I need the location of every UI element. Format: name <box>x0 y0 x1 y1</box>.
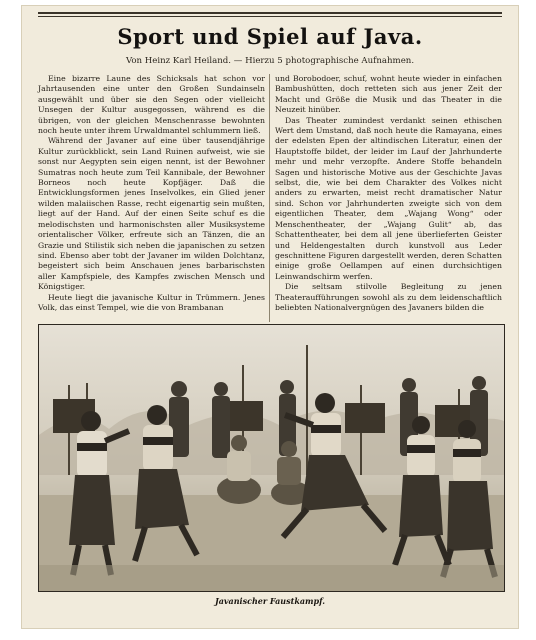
text-column-right <box>275 74 502 313</box>
article-byline: Von Heinz Karl Heiland. — Hierzu 5 photographische Aufnahmen. <box>125 56 415 66</box>
article-title: Sport und Spiel auf Java. <box>117 24 423 49</box>
paragraph: Die seltsam stilvolle Begleitung zu jenen Theateraufführungen sowohl als zu dem leidenschaftlich beliebten Nationalvergnügen des Javaners bilden die <box>275 282 502 312</box>
header-rule-thin <box>38 16 502 17</box>
photo-caption: Javanischer Faustkampf. <box>214 596 326 606</box>
paragraph: Das Theater zumindest verdankt seinen ethischen Wert dem Umstand, daß noch heute die Ramayana, eines der edelsten Epen der altindischen Literatur, einen der Hauptstoffe bildet, der leider im Lauf der Jahrhunderte mehr und mehr verzopfte. Andere Stoffe behandeln Sagen und historische Motive aus der Geschichte Javas selbst, die, wie bei dem Charakter des Volkes nicht anders zu erwarten, meist recht dramatischer Natur sind. Schon vor Jahrhunderten zweigte sich von dem eigentlichen Theater, dem „Wajang Wong“ oder Menschentheater, der „Wajang Gulit“ ab, das Schattentheater, bei dem all jene überlieferten Geister und Heldengestalten durch kunstvoll aus Leder geschnittene Figuren dargestellt werden, deren Schatten einige große Oellampen auf einen durchsichtigen Leinwandschirm werfen. <box>275 115 502 281</box>
paragraph: Eine bizarre Laune des Schicksals hat schon vor Jahrtausenden eine unter den Großen Sundainseln ausgewählt und über sie den Segen oder vielleicht Unsegen der Kultur ausgegossen, während es die übrigen, von der gleichen Menschenrasse bewohnten noch heute unter ihrem Urwaldmantel schlummern ließ. <box>38 74 265 136</box>
header-rule <box>38 12 502 14</box>
column-divider <box>269 74 270 322</box>
paragraph: Heute liegt die javanische Kultur in Trümmern. Jenes Volk, das einst Tempel, wie die von Brambanan <box>38 292 265 312</box>
magazine-page <box>22 6 518 628</box>
paragraph: und Borobodoer, schuf, wohnt heute wieder in einfachen Bambushütten, doch retteten sich aus jener Zeit der Macht und Größe die Musik und das Theater in die Neuzeit hinüber. <box>275 74 502 115</box>
text-column-left <box>38 74 265 313</box>
paragraph: Während der Javaner auf eine über tausendjährige Kultur zurückblickt, sein Land Ruinen aufweist, wie sie sonst nur Aegypten sein eigen nennt, ist der Bewohner Sumatras noch heute zum Teil Kannibale, der Bewohner Borneos noch heute Kopfjäger. Daß die Entwicklungsformen jenes Inselvolkes, ein Glied jener wilden malaiischen Rasse, recht eigenartig sein mußten, liegt auf der Hand. Auf der einen Seite schuf es die melodischsten und harmonischsten aller Musiksysteme orientalischer Völker, erfreute sich an Tänzen, die an Grazie und Stilistik sich neben die japanischen zu setzen sind. Ebenso aber tobt der Javaner im wilden Dolchtanz, begeistert sich beim Anschauen jenes barbarischsten aller Kampfspiele, des Kampfes zwischen Mensch und Königstiger. <box>38 136 265 292</box>
article-photo <box>38 324 505 592</box>
boxing-scene-photo <box>39 325 504 591</box>
